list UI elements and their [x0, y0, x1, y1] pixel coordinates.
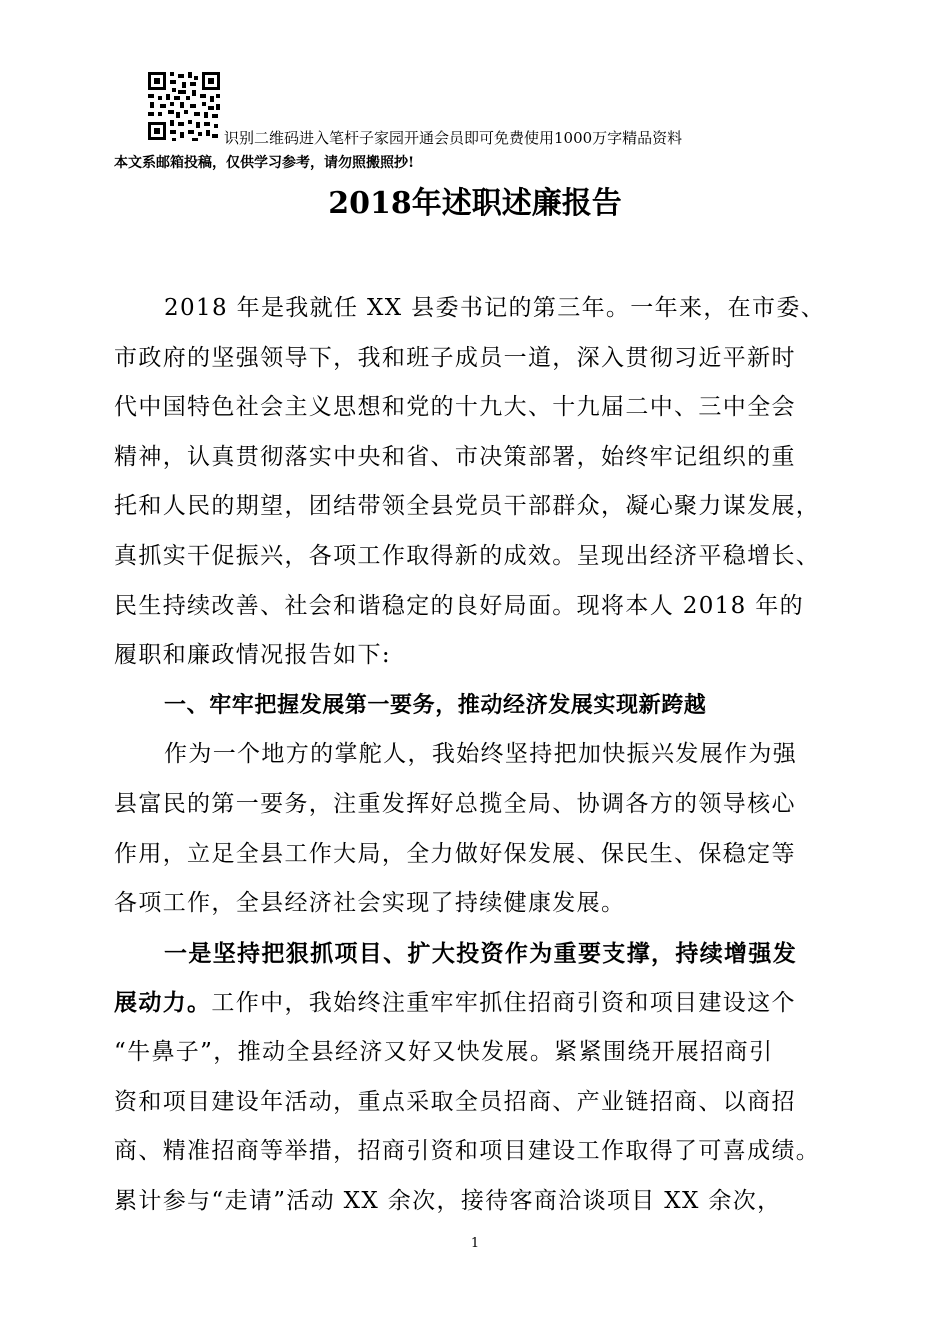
paragraph-line: 代中国特色社会主义思想和党的十九大、十九届二中、三中全会	[114, 394, 796, 421]
paragraph-line: 2018 年是我就任 XX 县委书记的第三年。一年来，在市委、	[164, 295, 826, 321]
paragraph-line: 履职和廉政情况报告如下:	[114, 642, 391, 669]
banner-text: 识别二维码进入笔杆子家园开通会员即可免费使用1000万字精品资料	[224, 129, 683, 147]
bold-lead-line: 一是坚持把狠抓项目、扩大投资作为重要支撑，持续增强发	[164, 939, 798, 967]
paragraph-line: 市政府的坚强领导下，我和班子成员一道，深入贯彻习近平新时	[114, 344, 796, 371]
paragraph-line	[114, 978, 859, 1028]
section-heading: 一、牢牢把握发展第一要务，推动经济发展实现新跨越	[164, 692, 707, 718]
paragraph-line: 累计参与“走请”活动 XX 余次，接待客商洽谈项目 XX 余次，	[114, 1187, 782, 1214]
notice-text: 本文系邮箱投稿，仅供学习参考，请勿照搬照抄!	[114, 155, 415, 171]
bold-lead-text: 展动力。	[114, 989, 212, 1017]
paragraph-line: 各项工作，全县经济社会实现了持续健康发展。	[114, 890, 626, 917]
document-title: 2018年述职述廉报告	[328, 186, 622, 221]
document-body	[114, 284, 859, 1226]
paragraph-line: 托和人民的期望，团结带领全县党员干部群众，凝心聚力谋发展，	[114, 493, 821, 520]
paragraph-line: “牛鼻子”，推动全县经济又好又快发展。紧紧围绕开展招商引	[114, 1038, 774, 1065]
paragraph-line: 真抓实干促振兴，各项工作取得新的成效。呈现出经济平稳增长、	[114, 542, 821, 569]
paragraph-line: 作为一个地方的掌舵人，我始终坚持把加快振兴发展作为强	[164, 741, 798, 768]
paragraph-line: 精神，认真贯彻落实中央和省、市决策部署，始终牢记组织的重	[114, 443, 796, 470]
qr-code-icon	[146, 70, 222, 142]
paragraph-line: 商、精准招商等举措，招商引资和项目建设工作取得了可喜成绩。	[114, 1138, 821, 1165]
page-number: 1	[470, 1236, 480, 1251]
paragraph-line: 作用，立足全县工作大局，全力做好保发展、保民生、保稳定等	[114, 840, 796, 867]
paragraph-line: 资和项目建设年活动，重点采取全员招商、产业链招商、以商招	[114, 1088, 796, 1115]
paragraph-text: 工作中，我始终注重牢牢抓住招商引资和项目建设这个	[211, 990, 796, 1017]
paragraph-line: 民生持续改善、社会和谐稳定的良好局面。现将本人 2018 年的	[114, 592, 805, 619]
paragraph-line: 县富民的第一要务，注重发挥好总揽全局、协调各方的领导核心	[114, 790, 796, 817]
